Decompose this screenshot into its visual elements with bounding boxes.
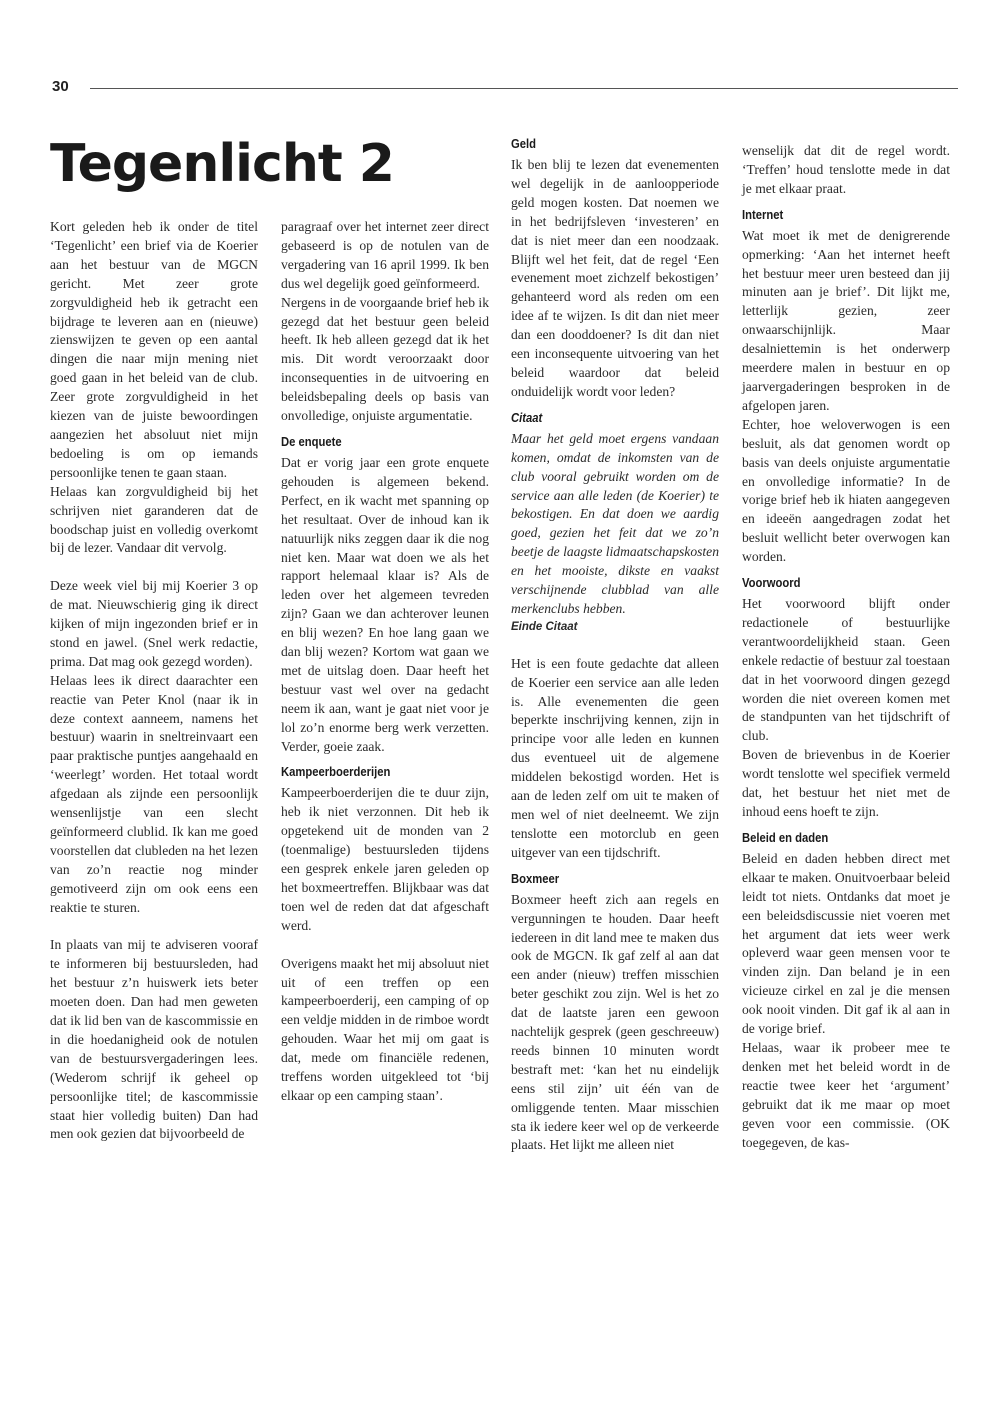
- header-rule: [90, 88, 958, 89]
- section-heading-kampeerboerderijen: Kampeerboerderijen: [281, 765, 391, 780]
- quote-text: Maar het geld moet ergens vandaan komen, omdat de inkomsten van de club vooral gebruikt worden om de service aan alle leden (de Koerier) te bekostigen. En dat doen we aardig goed, gezien het feit dat we zo’n beetje de laagste lidmaatschapskosten en het mooiste, dikste en vaakst verschijnende clubblad van alle merkenclubs hebben.: [511, 430, 720, 616]
- section-heading-citaat: Citaat: [511, 410, 543, 425]
- paragraph: Helaas, waar ik probeer mee te denken met het beleid wordt in de reactie twee keer het ‘argument’ gebruikt dat ik me maar op moet geven voor een commissie. (OK toegegeven, de kas-: [742, 1039, 950, 1150]
- paragraph: In plaats van mij te adviseren vooraf te informeren bij bestuursleden, had het bestuur z’n huiswerk iets beter moeten doen. Dan had men geweten dat ik lid ben van de kascommissie en in die hoedanigheid ook de notulen van de bestuursvergaderingen lees. (Wederom schrijf ik geheel op persoonlijke titel; de kascommissie staat hier volledig buiten) Dan had men ook gezien dat bijvoorbeeld de: [50, 937, 258, 1142]
- quote-end-label: Einde Citaat: [511, 620, 578, 633]
- column-4: [742, 142, 950, 1152]
- paragraph: Kort geleden heb ik onder de titel ‘Tegenlicht’ een brief via de Koerier aan het bestuur van de MGCN gericht. Met zeer grote zorgvuldigheid heb ik getracht een bijdrage te leveren aan en (nieuwe) zienswijzen te geven op een aantal dingen die naar mijn mening niet goed gaan in het beleid van de club. Zeer grote zorgvuldigheid in het kiezen van de juiste bewoordingen aangezien het absoluut niet mijn bedoeling is om op iemands persoonlijke tenen te gaan staan.: [50, 219, 258, 480]
- paragraph: Kampeerboerderijen die te duur zijn, heb ik niet verzonnen. Dit heb ik opgetekend uit de monden van 2 (toenmalige) bestuursleden tijdens een gesprek enkele jaren geleden op het boxmeertreffen. Blijkbaar was dat toen wel de reden dat dat afgeschaft werd.: [281, 785, 489, 933]
- paragraph: wenselijk dat dit de regel wordt. ‘Treffen’ houd tenslotte mede in dat je met elkaar praat.: [742, 143, 950, 196]
- column-2: [281, 218, 489, 1106]
- paragraph: Beleid en daden hebben direct met elkaar te maken. Onuitvoerbaar beleid leidt tot niets. Ontdanks dat moet je een beleidsdiscussie niet voeren met het argument dat iets weer werk opleverd waar geen mensen voor te vinden zijn. Dan beland je in een vicieuze cirkel en zal je die mensen ook nooit vinden. Dit gaf ik al aan in de vorige brief.: [742, 850, 950, 1037]
- column-3: [511, 136, 719, 1155]
- paragraph: Echter, hoe weloverwogen is een besluit, als dat genomen wordt op basis van deels onjuiste argumentatie en onvolledige informatie? In de vorige brief heb ik hiaten aangegeven en ideeën aangedragen zodat het besluit wellicht beter overwogen kan worden.: [742, 416, 950, 565]
- paragraph: paragraaf over het internet zeer direct gebaseerd is op de notulen van de vergadering van 16 april 1999. Ik ben dus wel degelijk goed geïnformeerd.: [281, 219, 489, 291]
- paragraph: Ik ben blij te lezen dat evenementen wel degelijk in de aanloopperiode geld mogen kosten. Dat noemen we in het bedrijfsleven ‘investeren’ en dat is niet meer dan een noodzaak. Blijft wel het feit, dat de regel ‘Een evenement moet zichzelf bekostigen’ gehanteerd word als reden om een idee af te wijzen. Is dit dan niet meer dan een dooddoener? Is dit dan niet een inconsequente uitvoering van het beleid waardoor dat beleid onduidelijk wordt voor leden?: [511, 157, 719, 399]
- paragraph: Dat er vorig jaar een grote enquete gehouden is algemeen bekend. Perfect, en ik wacht met spanning op het resultaat. Over de inhoud kan ik natuurlijk niks zeggen daar ik die nog niet ken. Maar wat doen we als het rapport helemaal klaar is? Als de leden over het algemeen tevreden zijn? Gaan we dan achterover leunen en blij wezen? En hoe lang gaan we dan blij wezen? Kortom wat gaan we met de uitslag doen. Daar heeft het bestuur vast wel over na gedacht neem ik aan, want je gaat niet voor je lol zo’n enorme berg werk verzetten. Verder, goeie zaak.: [281, 454, 489, 754]
- section-heading-enquete: De enquete: [281, 434, 342, 449]
- section-heading-geld: Geld: [511, 137, 537, 151]
- section-heading-beleid-en-daden: Beleid en daden: [742, 830, 829, 845]
- paragraph: Helaas kan zorgvuldigheid bij het schrijven niet garanderen dat de boodschap juist en volledig overkomt bij de lezer. Vandaar dit vervolg.: [50, 483, 258, 556]
- page-number: 30: [52, 78, 69, 95]
- section-heading-internet: Internet: [742, 207, 784, 222]
- paragraph: Het is een foute gedachte dat alleen de Koerier een service aan alle leden is. Alle evenementen die geen beperkte inschrijving kennen, zijn in principe voor alle leden en kunnen dus eventueel uit de algemene middelen bekostigd worden. Het is aan de leden zelf om uit te maken of men wel of niet deelneemt. We zijn tenslotte een motorclub en geen uitgever van een tijdschrift.: [511, 655, 719, 860]
- section-heading-voorwoord: Voorwoord: [742, 576, 801, 591]
- paragraph: Overigens maakt het mij absoluut niet uit of een treffen op een kampeerboerderij, een camping of op een veldje midden in de rimboe wordt gehouden. Waar het mij om gaat is dat, mede om financiële redenen, treffens worden uitgekleed tot ‘bij elkaar op een camping staan’.: [281, 955, 489, 1103]
- paragraph: Boven de brievenbus in de Koerier wordt tenslotte wel specifiek vermeld dat, het bestuur het niet met de inhoud eens hoeft te zijn.: [742, 747, 950, 819]
- paragraph: Nergens in de voorgaande brief heb ik gezegd dat het bestuur geen beleid heeft. Ik heb alleen gezegd dat ik het mis. Dit wordt veroorzaakt door inconsequenties in de uitvoering en beleidsbepaling deels op basis van onvolledige, onjuiste argumentatie.: [281, 294, 489, 424]
- section-heading-boxmeer: Boxmeer: [511, 871, 560, 886]
- article-title: Tegenlicht 2: [50, 134, 394, 194]
- paragraph: Het voorwoord blijft onder redactionele of bestuurlijke verantwoordelijkheid staan. Geen enkele redactie of bestuur zal toestaan dat in het voorwoord dingen gezegd worden die niet overeen komen met de standpunten van het tijdschrift of club.: [742, 596, 950, 744]
- paragraph: Helaas lees ik direct daarachter een reactie van Peter Knol (naar ik in deze context aanneem, namens het bestuur) waarin in sneltreinvaart een paar praktische puntjes aangehaald en ‘weerlegt’ worden. Het totaal wordt afgedaan als zijnde een persoonlijk wensenlijstje van een slecht geïnformeerd clublid. Ik kan me goed voorstellen dat clubleden na het lezen van zo’n reactie nog minder gemotiveerd zijn om ook eens een reaktie te sturen.: [50, 672, 258, 915]
- paragraph: Deze week viel bij mij Koerier 3 op de mat. Nieuwschierig ging ik direct kijken of mijn ingezonden brief er in stond en jawel. (Snel werk redactie, prima. Dat mag ook gezegd worden).: [50, 578, 258, 669]
- column-1: [50, 218, 258, 1144]
- paragraph: Boxmeer heeft zich aan regels en vergunningen te houden. Daar heeft iedereen in dit land mee te maken dus ook de MGCN. Ik gaf zelf al aan dat een ander (nieuw) treffen misschien beter geschikt zou zijn. Wel is het zo dat de laatste jaren een gewoon nachtelijk gesprek (geen geschreeuw) reeds binnen 10 minuten wordt bestraft met: ‘kan het nu eindelijk eens stil zijn’ uit één van de omliggende tenten. Maar misschien sta ik iedere keer wel op de verkeerde plaats. Het lijkt me alleen niet: [511, 891, 719, 1153]
- paragraph: Wat moet ik met de denigrerende opmerking: ‘Aan het internet heeft het bestuur meer uren besteed dan jij minuten aan je brief’. Dit lijkt me, letterlijk gezien, zeer onwaarschijnlijk. Maar desalniettemin is het onderwerp meerdere malen in bestuur en op jaarvergaderingen besproken in de afgelopen jaren.: [742, 227, 950, 413]
